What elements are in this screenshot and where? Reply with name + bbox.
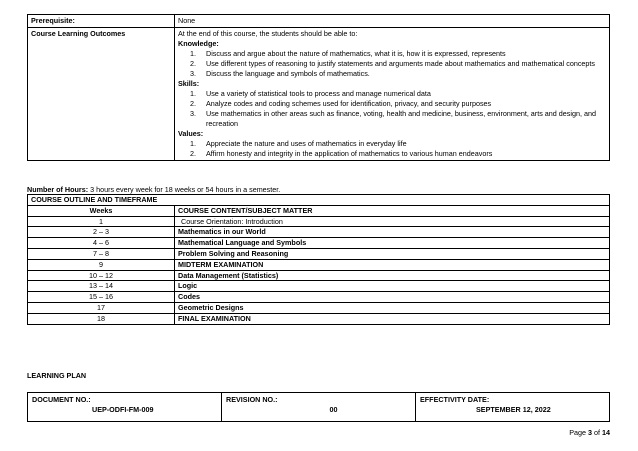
outline-row <box>28 216 610 227</box>
effectivity-date-value: SEPTEMBER 12, 2022 <box>476 405 551 414</box>
outcome-item <box>178 109 606 129</box>
outline-row <box>28 270 610 281</box>
outline-weeks: 9 <box>28 259 175 270</box>
content-header: COURSE CONTENT/SUBJECT MATTER <box>175 205 610 216</box>
outcome-section-title: Skills: <box>178 79 200 88</box>
document-footer-table <box>27 392 610 422</box>
outcome-item-text: Use a variety of statistical tools to process and manage numerical data <box>206 89 431 98</box>
outcome-item-number: 2. <box>190 59 196 68</box>
outline-content: Logic <box>175 281 610 292</box>
outline-header-row <box>28 205 610 216</box>
outline-content: FINAL EXAMINATION <box>175 313 610 324</box>
outcome-item <box>178 99 606 109</box>
course-info-table <box>27 14 610 161</box>
outcome-item <box>178 139 606 149</box>
outline-row <box>28 313 610 324</box>
outline-row <box>28 292 610 303</box>
effectivity-date-cell <box>416 393 610 422</box>
outcome-list <box>178 89 606 129</box>
outcome-item-number: 3. <box>190 109 196 118</box>
outline-weeks: 13 – 14 <box>28 281 175 292</box>
page-current: 3 <box>588 428 592 437</box>
outcome-item-number: 3. <box>190 69 196 78</box>
course-outline-table <box>27 194 610 325</box>
hours-label: Number of Hours: <box>27 185 89 194</box>
outcome-section-title: Knowledge: <box>178 39 219 48</box>
outline-weeks: 4 – 6 <box>28 238 175 249</box>
outcomes-label: Course Learning Outcomes <box>28 28 175 161</box>
outline-weeks: 1 <box>28 216 175 227</box>
outline-weeks: 15 – 16 <box>28 292 175 303</box>
outline-title-row <box>28 195 610 206</box>
outcome-item <box>178 59 606 69</box>
outline-weeks: 2 – 3 <box>28 227 175 238</box>
outcome-item-text: Use different types of reasoning to justify statements and arguments made about mathematics and mathematical concepts <box>206 59 595 68</box>
outcome-section-title: Values: <box>178 129 204 138</box>
footer-row <box>28 393 610 422</box>
outcome-item-number: 2. <box>190 149 196 158</box>
prerequisite-value: None <box>175 15 610 28</box>
outline-row <box>28 238 610 249</box>
page-of: of <box>592 428 602 437</box>
outline-content: MIDTERM EXAMINATION <box>175 259 610 270</box>
outcomes-row <box>28 28 610 161</box>
outcome-item-text: Affirm honesty and integrity in the application of mathematics to various human endeavors <box>206 149 493 158</box>
outline-weeks: 7 – 8 <box>28 248 175 259</box>
revision-no-cell <box>222 393 416 422</box>
outcome-item-number: 1. <box>190 89 196 98</box>
outcome-list <box>178 139 606 159</box>
effectivity-date-label: EFFECTIVITY DATE: <box>420 395 490 404</box>
outcomes-intro: At the end of this course, the students should be able to: <box>178 29 358 38</box>
revision-no-value: 00 <box>329 405 338 414</box>
outline-title: COURSE OUTLINE AND TIMEFRAME <box>28 195 610 206</box>
outline-content: Geometric Designs <box>175 302 610 313</box>
document-no-cell <box>28 393 222 422</box>
outline-body <box>28 216 610 324</box>
outcome-item-text: Discuss and argue about the nature of mathematics, what it is, how it is expressed, represents <box>206 49 506 58</box>
learning-plan-heading: LEARNING PLAN <box>27 371 87 380</box>
outline-weeks: 10 – 12 <box>28 270 175 281</box>
outcome-item <box>178 89 606 99</box>
outline-row <box>28 227 610 238</box>
outcome-item-text: Analyze codes and coding schemes used for identification, privacy, and security purposes <box>206 99 492 108</box>
document-no-value: UEP-ODFI-FM-009 <box>92 405 154 414</box>
outcomes-sections <box>178 39 606 159</box>
outcome-item <box>178 49 606 59</box>
weeks-header: Weeks <box>28 205 175 216</box>
hours-text: 3 hours every week for 18 weeks or 54 hours in a semester. <box>88 185 281 194</box>
outline-row <box>28 302 610 313</box>
number-of-hours <box>27 185 280 194</box>
outline-content: Course Orientation: Introduction <box>175 216 610 227</box>
outline-content: Problem Solving and Reasoning <box>175 248 610 259</box>
outcome-item-text: Appreciate the nature and uses of mathematics in everyday life <box>206 139 407 148</box>
revision-no-label: REVISION NO.: <box>226 395 278 404</box>
page-number <box>569 428 610 437</box>
outcome-item-number: 1. <box>190 139 196 148</box>
outcome-list <box>178 49 606 79</box>
outline-content: Codes <box>175 292 610 303</box>
outcomes-cell <box>175 28 610 161</box>
outline-row <box>28 281 610 292</box>
outline-content: Data Management (Statistics) <box>175 270 610 281</box>
outline-row <box>28 248 610 259</box>
outline-content: Mathematics in our World <box>175 227 610 238</box>
prerequisite-row <box>28 15 610 28</box>
outline-row <box>28 259 610 270</box>
outcome-item <box>178 149 606 159</box>
outcome-item-text: Use mathematics in other areas such as finance, voting, health and medicine, business, environment, arts and design, and recreation <box>206 109 596 128</box>
outline-content: Mathematical Language and Symbols <box>175 238 610 249</box>
page-total: 14 <box>602 428 610 437</box>
outcome-item-number: 2. <box>190 99 196 108</box>
prerequisite-label: Prerequisite: <box>28 15 175 28</box>
page-prefix: Page <box>569 428 588 437</box>
outcome-item-number: 1. <box>190 49 196 58</box>
document-no-label: DOCUMENT NO.: <box>32 395 91 404</box>
outcome-item-text: Discuss the language and symbols of mathematics. <box>206 69 370 78</box>
outline-weeks: 18 <box>28 313 175 324</box>
outline-weeks: 17 <box>28 302 175 313</box>
outcome-item <box>178 69 606 79</box>
